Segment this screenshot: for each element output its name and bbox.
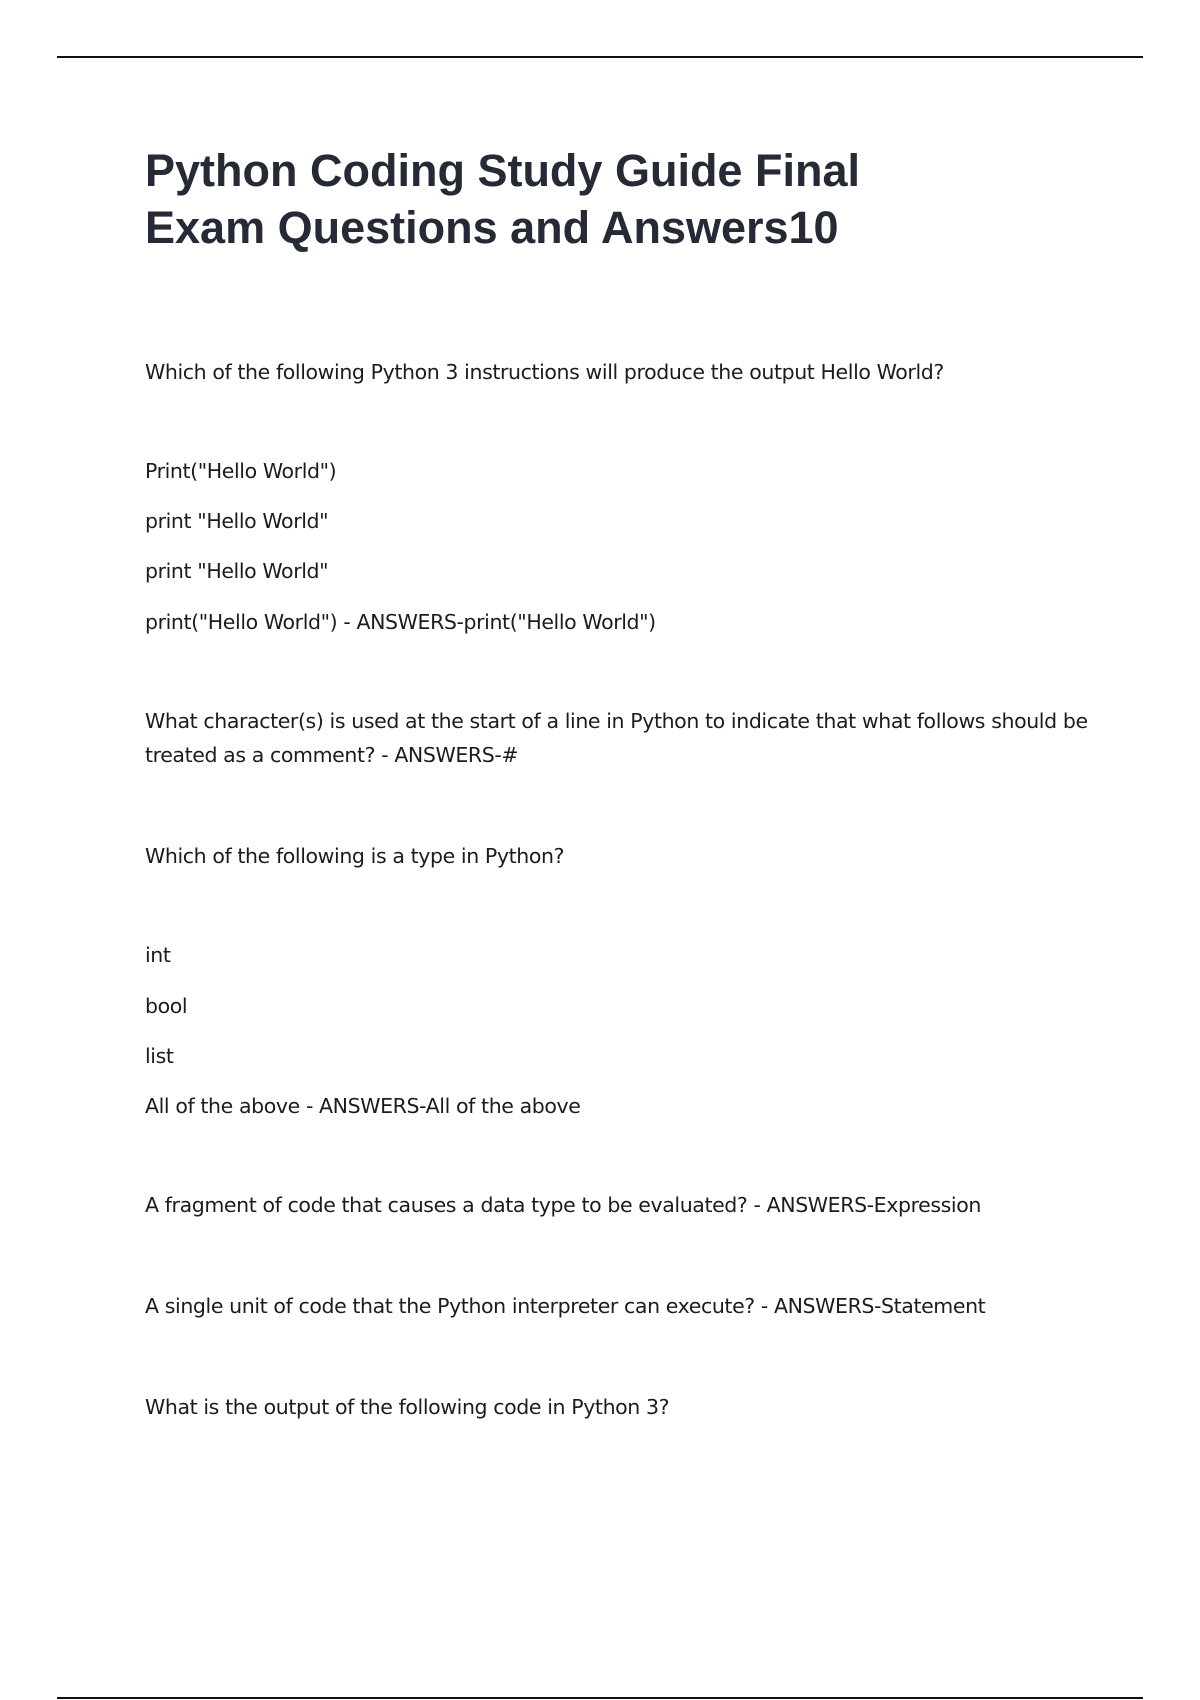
page-title [145, 142, 1045, 256]
q1-option-2: print "Hello World" [145, 509, 329, 533]
title-line-1: Python Coding Study Guide Final [145, 145, 860, 196]
q1-option-3: print "Hello World" [145, 559, 329, 583]
q1-option-4-answer: print("Hello World") - ANSWERS-print("Hello World") [145, 610, 656, 634]
question-1: Which of the following Python 3 instructions will produce the output Hello World? [145, 360, 944, 384]
question-4: A fragment of code that causes a data type to be evaluated? - ANSWERS-Expression [145, 1193, 981, 1217]
top-rule [57, 56, 1143, 58]
q1-option-1: Print("Hello World") [145, 459, 337, 483]
bottom-rule [57, 1697, 1143, 1699]
question-5: A single unit of code that the Python interpreter can execute? - ANSWERS-Statement [145, 1294, 986, 1318]
question-2-line-2: treated as a comment? - ANSWERS-# [145, 743, 519, 767]
question-3: Which of the following is a type in Python? [145, 844, 565, 868]
question-2-line-1: What character(s) is used at the start of a line in Python to indicate that what follows should be [145, 709, 1088, 733]
title-line-2: Exam Questions and Answers10 [145, 202, 839, 253]
q3-option-4-answer: All of the above - ANSWERS-All of the above [145, 1094, 581, 1118]
q3-option-3: list [145, 1044, 174, 1068]
q3-option-2: bool [145, 994, 188, 1018]
q3-option-1: int [145, 943, 171, 967]
question-6: What is the output of the following code in Python 3? [145, 1395, 670, 1419]
